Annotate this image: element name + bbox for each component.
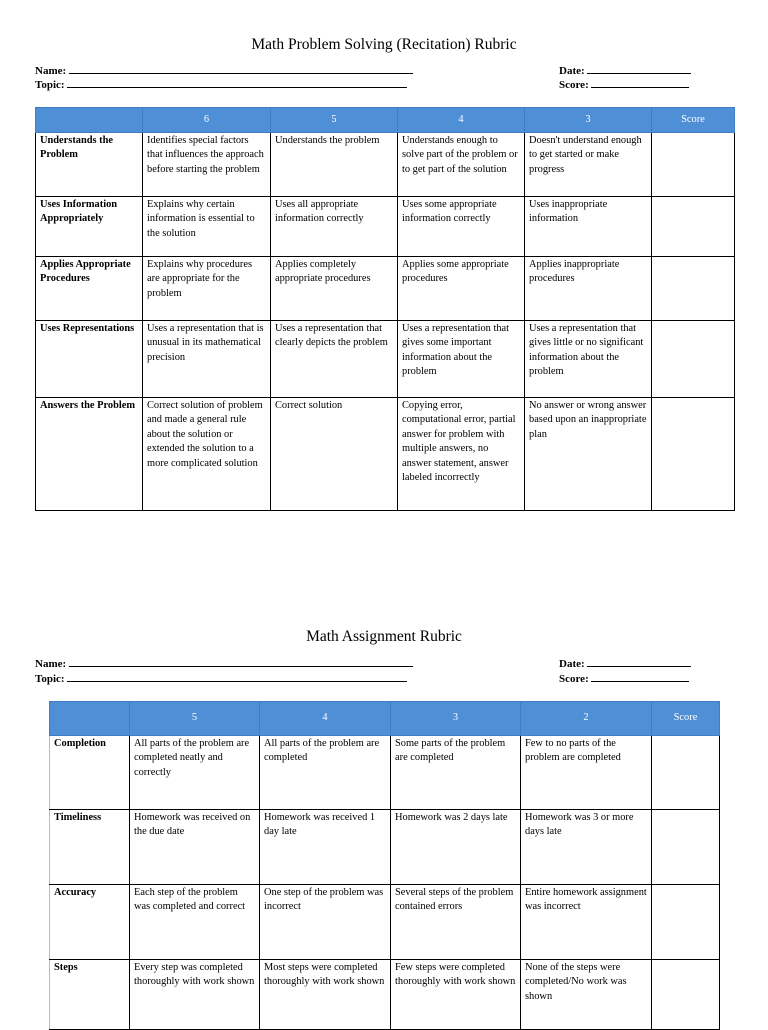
criterion-label: Steps: [50, 960, 130, 1030]
score-cell[interactable]: [652, 885, 720, 960]
criterion-label: Completion: [50, 736, 130, 810]
table-cell: Correct solution: [271, 398, 398, 511]
name-blank-line[interactable]: [69, 64, 413, 74]
score-blank-line[interactable]: [591, 78, 689, 88]
table-cell: Explains why certain information is essential to the solution: [143, 197, 271, 257]
header-cell: Score: [652, 108, 735, 133]
table-cell: Homework was received on the due date: [130, 810, 260, 885]
table-cell: Correct solution of problem and made a general rule about the solution or extended the solution to a more complicated solution: [143, 398, 271, 511]
table-cell: Each step of the problem was completed and correct: [130, 885, 260, 960]
score-label: Score:: [559, 79, 589, 91]
header-cell: [50, 702, 130, 736]
criterion-label: Uses Representations: [36, 321, 143, 398]
name-label: Name:: [35, 65, 67, 77]
table-cell: Some parts of the problem are completed: [391, 736, 521, 810]
header-cell: 5: [271, 108, 398, 133]
table-cell: Applies completely appropriate procedures: [271, 257, 398, 321]
table-cell: All parts of the problem are completed: [260, 736, 391, 810]
table-cell: Every step was completed thoroughly with work shown: [130, 960, 260, 1030]
table-cell: Homework was 2 days late: [391, 810, 521, 885]
score-cell[interactable]: [652, 398, 735, 511]
table-cell: Uses a representation that clearly depicts the problem: [271, 321, 398, 398]
table-cell: Doesn't understand enough to get started or make progress: [525, 133, 652, 197]
score-blank-line[interactable]: [591, 672, 689, 682]
rubric1-topic-row: [35, 78, 407, 92]
table-cell: Homework was received 1 day late: [260, 810, 391, 885]
table-cell: Understands the problem: [271, 133, 398, 197]
table-cell: Uses inappropriate information: [525, 197, 652, 257]
table-cell: Identifies special factors that influences the approach before starting the problem: [143, 133, 271, 197]
topic-blank-line[interactable]: [67, 672, 407, 682]
name-label: Name:: [35, 658, 67, 670]
table-cell: Few to no parts of the problem are completed: [521, 736, 652, 810]
table-row: [36, 321, 735, 398]
topic-label: Topic:: [35, 673, 65, 685]
table-header-row: [36, 108, 735, 133]
table-row: [50, 960, 720, 1030]
table-row: [50, 885, 720, 960]
table-row: [50, 736, 720, 810]
table-cell: Uses a representation that is unusual in its mathematical precision: [143, 321, 271, 398]
table-row: [36, 398, 735, 511]
table-header-row: [50, 702, 720, 736]
rubric1-name-row: [35, 64, 413, 78]
table-cell: Several steps of the problem contained errors: [391, 885, 521, 960]
criterion-label: Accuracy: [50, 885, 130, 960]
header-cell: 4: [398, 108, 525, 133]
criterion-label: Uses Information Appropriately: [36, 197, 143, 257]
rubric1-table: [35, 107, 735, 511]
table-row: [36, 257, 735, 321]
header-cell: [36, 108, 143, 133]
criterion-label: Timeliness: [50, 810, 130, 885]
rubric2-topic-row: [35, 672, 407, 686]
topic-label: Topic:: [35, 79, 65, 91]
table-cell: Uses a representation that gives some important information about the problem: [398, 321, 525, 398]
score-cell[interactable]: [652, 133, 735, 197]
date-label: Date:: [559, 65, 585, 77]
header-cell: 3: [391, 702, 521, 736]
header-cell: 3: [525, 108, 652, 133]
table-cell: All parts of the problem are completed neatly and correctly: [130, 736, 260, 810]
score-label: Score:: [559, 673, 589, 685]
table-cell: Homework was 3 or more days late: [521, 810, 652, 885]
table-cell: Most steps were completed thoroughly with work shown: [260, 960, 391, 1030]
name-blank-line[interactable]: [69, 657, 413, 667]
table-cell: Explains why procedures are appropriate for the problem: [143, 257, 271, 321]
topic-blank-line[interactable]: [67, 78, 407, 88]
rubric2-name-row: [35, 657, 413, 671]
rubric2-title: Math Assignment Rubric: [306, 628, 462, 645]
header-cell: 2: [521, 702, 652, 736]
score-cell[interactable]: [652, 257, 735, 321]
score-cell[interactable]: [652, 960, 720, 1030]
table-cell: Entire homework assignment was incorrect: [521, 885, 652, 960]
table-cell: Applies some appropriate procedures: [398, 257, 525, 321]
score-cell[interactable]: [652, 321, 735, 398]
rubric2-table: [49, 701, 720, 1030]
criterion-label: Answers the Problem: [36, 398, 143, 511]
date-blank-line[interactable]: [587, 657, 691, 667]
header-cell: 5: [130, 702, 260, 736]
criterion-label: Applies Appropriate Procedures: [36, 257, 143, 321]
rubric1-score-row: [559, 78, 689, 92]
score-cell[interactable]: [652, 736, 720, 810]
header-cell: 6: [143, 108, 271, 133]
score-cell[interactable]: [652, 197, 735, 257]
rubric2-date-row: [559, 657, 691, 671]
date-label: Date:: [559, 658, 585, 670]
table-cell: One step of the problem was incorrect: [260, 885, 391, 960]
table-cell: Uses some appropriate information correctly: [398, 197, 525, 257]
table-cell: Few steps were completed thoroughly with work shown: [391, 960, 521, 1030]
header-cell: Score: [652, 702, 720, 736]
rubric2-score-row: [559, 672, 689, 686]
table-row: [36, 197, 735, 257]
table-row: [36, 133, 735, 197]
table-row: [50, 810, 720, 885]
table-cell: Uses a representation that gives little or no significant information about the problem: [525, 321, 652, 398]
table-cell: Uses all appropriate information correctly: [271, 197, 398, 257]
table-cell: No answer or wrong answer based upon an inappropriate plan: [525, 398, 652, 511]
rubric1-title: Math Problem Solving (Recitation) Rubric: [251, 36, 517, 53]
date-blank-line[interactable]: [587, 64, 691, 74]
score-cell[interactable]: [652, 810, 720, 885]
rubric1-date-row: [559, 64, 691, 78]
table-cell: Applies inappropriate procedures: [525, 257, 652, 321]
table-cell: Understands enough to solve part of the problem or to get part of the solution: [398, 133, 525, 197]
header-cell: 4: [260, 702, 391, 736]
table-cell: Copying error, computational error, partial answer for problem with multiple answers, no answer statement, answer labeled incorrectly: [398, 398, 525, 511]
table-cell: None of the steps were completed/No work was shown: [521, 960, 652, 1030]
criterion-label: Understands the Problem: [36, 133, 143, 197]
